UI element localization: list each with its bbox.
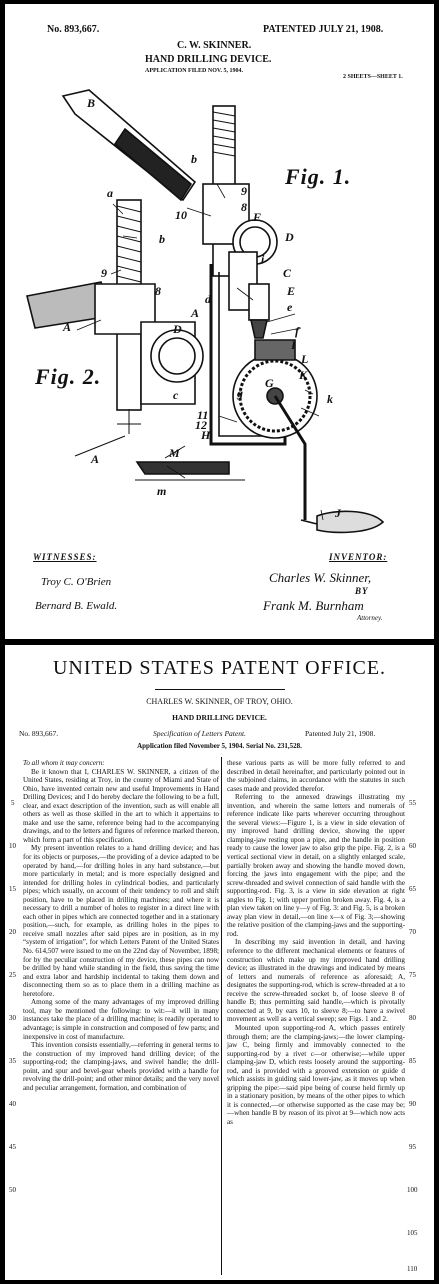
ref-8: 8 [155, 284, 161, 298]
salutation: To all whom it may concern: [23, 759, 105, 767]
line-number: 5 [11, 799, 15, 807]
ref-9-right: 9 [241, 184, 247, 198]
ref-C-right: C [283, 266, 292, 280]
ref-H: H [201, 428, 211, 442]
ref-b-left: b [159, 232, 165, 246]
right-column [227, 759, 405, 1127]
paragraph: Referring to the annexed drawings illustrating my invention, and wherein the same letters and numerals of reference indicate like parts wherever occurring throughout the several views:—Figure 1, is a view in side elevation of my improved hand drilling device, showing the upper clamping-jaw resting upon a pipe, and the handle in position ready to cause the lower jaw to also grip the pipe. Fig. 2, is a vertical sectional view in detail, on a slightly enlarged scale, partially broken away and showing the handle moved down, forcing the jaws into engagement with the pipe; and the screw-threaded and swivel connection of said handle with the supporting-rod. Fig. 3, is a view in side elevation at right angles to Fig. 1; with upper portion broken away. Fig. 4, is a plan view taken on line y—y of Fig. 3: and Fig. 5, is a broken away plan view in detail,—on line x—x of Fig. 3;—showing the relative position of the clamping-jaws and the supporting-rod. [227, 793, 405, 938]
line-number: 35 [9, 1057, 16, 1065]
line-number: 105 [407, 1229, 418, 1237]
ref-C-left: c [173, 388, 179, 402]
line-number: 95 [409, 1143, 416, 1151]
attorney-label: Attorney. [357, 614, 383, 622]
patent-number: No. 893,667. [47, 24, 100, 35]
column-divider [221, 757, 222, 1275]
ref-M: M [169, 446, 180, 460]
ref-L: L [301, 352, 309, 366]
ref-D-right: D [285, 230, 294, 244]
line-number: 70 [409, 928, 416, 936]
ref-m: m [157, 484, 167, 498]
ref-D-left: D [173, 322, 182, 336]
application-line: Application filed November 5, 1904. Serial No. 231,528. [137, 742, 302, 750]
attorney-signature: Frank M. Burnham [263, 598, 364, 613]
crank-handle-j [301, 511, 383, 532]
paragraph: Among some of the many advantages of my improved drilling tool, may be mentioned the following: to wit:—it will in many instances take the place of a drilling machine; is readily operated to advantage; is simple in construction and composed of few parts; and inexpensive in cost of manufacture. [23, 998, 219, 1041]
ref-K: K [299, 368, 308, 382]
line-number: 90 [409, 1100, 416, 1108]
spec-patent-number: No. 893,667. [19, 729, 59, 738]
inventor-signature: Charles W. Skinner, [269, 570, 372, 585]
ref-k: k [327, 392, 333, 406]
ref-9-left: 9 [101, 266, 107, 280]
specification-page [5, 645, 434, 1280]
line-number: 80 [409, 1014, 416, 1022]
ref-F: F [253, 210, 262, 224]
spec-patented-date: Patented July 21, 1908. [305, 729, 376, 738]
ref-A-bottom: A [91, 452, 100, 466]
witness-2-signature: Bernard B. Ewald. [35, 600, 118, 612]
ref-10: 10 [175, 208, 187, 222]
ref-b-right: b [191, 152, 197, 166]
title-rule [155, 689, 285, 690]
ref-I: I [291, 338, 296, 352]
office-title: UNITED STATES PATENT OFFICE. [52, 657, 387, 679]
inventor-line: C. W. SKINNER. [177, 40, 252, 51]
line-number: 40 [9, 1100, 16, 1108]
paragraph: My present invention relates to a hand drilling device; and has for its objects or purposes,—the providing of a device adapted to be operated by hand,—for drilling holes in any hard substance,—but more particularly in metal; and is more especially designed and intended for drilling holes in cylindrical bodies, and particularly pipes; which usually, on account of their tendency to roll and shift position, have to be placed in drilling machines; and where it is necessary to drill a number of holes to register in a direct line with each other in pipes which are connected together and in a stationary position,—such, for example, as drilling holes in the pipes to receive small nozzles after said pipes are in position, as in my “system of irrigation”, for which Letters Patent of the United States No. 614,507 were issued to me on the 22nd day of November, 1898; for by the peculiar construction of my device, these pipes can now be drilled by hand while standing in the field, thus saving the time and extra labor and hardship incidental to taking them down and disconnecting them so as to place them in a drilling machine as heretofore. [23, 844, 219, 998]
paragraph: In describing my said invention in detail, and having reference to the different mechanical elements or features of construction which make up my improved hand drilling device; as illustrated in the drawings and indicated by means of letters and numerals of reference as aforesaid; A, designates the supporting-rod, which is screw-threaded at a to receive the screw-threaded socket b, of loose sleeve 8 of handle B; thus permitting said handle,—which is pivotally connected at 9, by ears 10, to sleeve 8;—to have a swivel movement as well as a vertical sweep; see Figs. 1 and 2. [227, 938, 405, 1024]
fig-1-label: Fig. 1. [285, 164, 352, 189]
line-number: 85 [409, 1057, 416, 1065]
application-filed: APPLICATION FILED NOV. 5, 1904. [145, 68, 243, 74]
paragraph: Mounted upon supporting-rod A, which passes entirely through them; are the clamping-jaws;—the lower clamping-jaw C, being firmly and immovably connected to the supporting-rod by a rivet c—or otherwise;—while upper clamping-jaw D, which rests loosely around the supporting-rod, and is provided with a grooved extension or guide d which assists in guiding said lower-jaw, as it moves up when gripping the pipe:—said pipe being of course held firmly up in a stationary position, by means of the other pipes to which it is connected,—or otherwise supported as the case may be;—when handle B by reason of its pivot at 9—which now acts as [227, 1023, 405, 1126]
line-number: 45 [9, 1143, 16, 1151]
ref-f: f [295, 324, 299, 338]
line-number: 10 [9, 842, 16, 850]
line-number: 15 [9, 885, 16, 893]
sheet-title: HAND DRILLING DEVICE. [145, 54, 272, 65]
ref-a: a [107, 186, 113, 200]
ref-G: G [265, 376, 274, 390]
invention-title: HAND DRILLING DEVICE. [172, 713, 267, 722]
line-number: 110 [407, 1265, 418, 1273]
ref-e: e [287, 300, 293, 314]
line-number: 20 [9, 928, 16, 936]
line-number: 75 [409, 971, 416, 979]
ref-i: i [261, 252, 265, 266]
drawing-sheet [5, 4, 434, 639]
line-number: 60 [409, 842, 416, 850]
ref-11: 11 [197, 408, 209, 422]
witness-1-signature: Troy C. O'Brien [41, 576, 112, 588]
fig-2-label: Fig. 2. [35, 364, 102, 389]
witnesses-heading: WITNESSES: [33, 552, 97, 562]
by-label: BY [355, 586, 369, 596]
line-number: 55 [409, 799, 416, 807]
line-number: 30 [9, 1014, 16, 1022]
ref-8-right: 8 [241, 200, 247, 214]
line-number: 100 [407, 1186, 418, 1194]
sheets-count: 2 SHEETS—SHEET 1. [343, 74, 403, 80]
ref-12: 12 [195, 418, 207, 432]
ref-g: g [237, 386, 243, 400]
ref-A-left: A [63, 320, 72, 334]
inventor-heading: INVENTOR: [329, 552, 388, 562]
spec-label: Specification of Letters Patent. [153, 729, 246, 738]
ref-A-mid: A [191, 306, 200, 320]
left-column [23, 759, 219, 1092]
base-m [137, 462, 229, 474]
ref-E: E [287, 284, 296, 298]
inventor-header: CHARLES W. SKINNER, OF TROY, OHIO. [146, 697, 293, 706]
paragraph: these various parts as will be more fully referred to and described in detail hereinafter, and particularly pointed out in the subjoined claims, in accordance with the statutes in such cases made and provided therefor. [227, 759, 405, 793]
paragraph: This invention consists essentially,—referring in general terms to the construction of my improved hand drilling device; of the supporting-rod; the clamping-jaws, and swivel handle; the drill-point, and spur and bevel-gear wheels provided with a handle for revolving the drill-point; and other minor details; and the very novel and peculiar arrangement, formation, and combination of [23, 1041, 219, 1092]
ref-J: J [335, 506, 341, 520]
patented-date: PATENTED JULY 21, 1908. [263, 24, 384, 35]
line-number: 50 [9, 1186, 16, 1194]
ref-B: B [87, 96, 96, 110]
line-number: 65 [409, 885, 416, 893]
paragraph: Be it known that I, CHARLES W. SKINNER, a citizen of the United States, residing at Troy, in the county of Miami and State of Ohio, have invented certain new and useful Improvements in Hand Drilling Devices; and I do hereby declare the following to be a full, clear, and exact description of the invention, such as will enable all others as well as those skilled in the art to which it appertains to make and use the same, reference being had to the accompanying drawings, and to the letters and figures of reference marked thereon, which form a part of this specification. [23, 767, 219, 844]
line-number: 25 [9, 971, 16, 979]
ref-d: d [205, 292, 211, 306]
